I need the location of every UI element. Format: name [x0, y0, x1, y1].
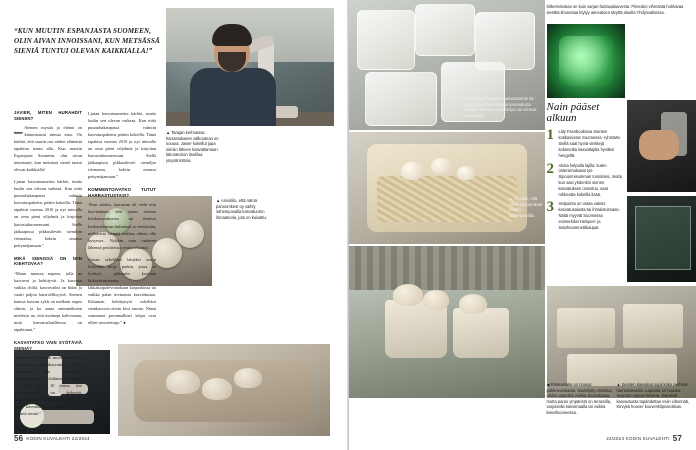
- photo-mushroom-log: [118, 344, 330, 436]
- photo-man-with-microscope: [166, 8, 334, 126]
- guide-step: [547, 129, 623, 158]
- person-torso: [190, 68, 276, 126]
- photo-bioluminescent-mushroom: [547, 24, 625, 98]
- drop-cap: –: [14, 122, 23, 142]
- mushroom-cap: [166, 370, 200, 394]
- folio-right: [606, 434, 682, 443]
- caption-anaerobic: ▲ Arvoitilo, että nämä pannumkest vaihtyy sahempovalla.: [508, 196, 543, 218]
- petri-dish: [176, 220, 204, 248]
- hand: [639, 130, 679, 160]
- pull-quote: “KUN MUUTIN ESPANJASTA SUOMEEN, OLIN AIVAN INNOISSANI, KUN METSÄSSÄ SIENIÄ TUNTUI OLEVAN KAIKKIALLA!”: [14, 27, 160, 56]
- paragraph: “Alaksi se oli usein motiivini ryhtyä kokeilemaan kotikasvutuma. Kun ajateltaan, että erimerkiksi osterivinokasan kiloähinta kaupassa voi olla jopa 10 euroa, itse kasvattaminen on järkevää. Suositteluteen kaikille kokeilemaan. Olen kasvattanut kaltomia erilaisia syöntiä sieniä.”: [14, 355, 82, 417]
- step-number: 3: [546, 199, 554, 216]
- paragraph: [14, 124, 82, 173]
- guide-title: Nain pääset alkuun: [546, 101, 600, 125]
- paragraph: “Muun muassa nopeus, jolla ne kasvavat ja kehittyvät. Ja kasvatat vaikka chiliä, kasvovaihti on hidas ja vaatii paljon kärsivällisyyttä. Sienten kanssa kasvun sykli on melkein nopea silmin, ja ka aama enimmäkseen mielessä ne, että moönepi kalevmaan, mitä kasvatusleallileosa on tapahtunut.”: [14, 270, 82, 332]
- mushroom-cluster: [459, 294, 487, 314]
- page-number-right: 57: [672, 434, 682, 443]
- spawn-bag: [415, 4, 475, 56]
- caption-petri-photo: ▲ Arvioitilo, että nämä pannumkest oy vaihty sahempovalla kasvatuumn ihmaatoola, jota on kuivattu.: [216, 198, 267, 220]
- paragraph: Aonan sekeliläni lahjäksi sestin liittyvätä tarjju purkin, jossa on lyrittyä, pikkasiin kovimat kitkavävinokansa, lakkakaipolevoinokaan kasparkinsa tai vaikka palan ritvmaista kasvialustaa. Kiltuman kehittynytä valeilikoi sienikasvoin ettein kiva sanota. Nämä sarmnaset perunnallinei lahjat ovat olleet arvostettuja.” ●: [88, 256, 156, 325]
- folio-left: [14, 434, 90, 443]
- getting-started-guide: [547, 102, 623, 234]
- mushroom-cluster: [423, 290, 449, 310]
- question-heading-1: JAVIER, MITEN HURAHDIT SIENIIN?: [14, 110, 82, 121]
- garden-fence: [349, 246, 545, 290]
- paragraph: “Kun aloitin, harrastan oli vielä niin harvinainen, että ajatus sienten kotikasvatuksesta sai ihmiset keskusteleman kulmiaan ja reettiesiän, millaisista siemitä mahtaa oikein olla kysymys. Nykään saan oudaeen lähennä pesiitteista omituoehansta.: [88, 202, 156, 250]
- page-number-left: 56: [14, 434, 24, 443]
- photo-growing-tub: [349, 132, 545, 244]
- question-heading-4: KOMMENTOIVATKO TUTUT HARRASTUSTASI?: [88, 187, 156, 199]
- photo-terrarium: [627, 196, 696, 282]
- paragraph-text: Sienten mystiä ja elämä on kiinnostanut minua aina. On kärhiä, että suurin osa niiden elämästä tapahtuu maan alla. Kun muutin Espanjasta Suomeen, olin aivan innoissani, kun metsässä sieniä tuntui olevan kaikkialla!: [14, 125, 82, 173]
- caption-tub: Kotiviljelyyn tarvitaan kasvatuserite tai -puoni, kasvihuonessa ja kasvualusta vaihtoin ilmoittuu siemnkiljun tai mineral materiaalia.: [464, 96, 537, 118]
- caption-shelf: ▲ Sienten kasvatus sopii koko perheen harrastukseksi. Lapsista on hauska seurata nopeaa kasvua. Sammali kasvuatusta tapahdettae esiin viltonntiä, Kirvykä hoover kouvenkilpivinokkas.: [616, 382, 690, 410]
- person-hair: [212, 24, 252, 46]
- petri-dish: [152, 238, 182, 268]
- substrate: [377, 176, 517, 222]
- mushroom-cluster: [393, 284, 423, 306]
- paragraph: Ljutan kasvatuameista kärhiö, mutta luulin sen olevan vaikeaa. Kun niitä puuturhakaupassa valmiin kasvatuspaketin, päätin kokeilla. Tämä tapahtui vuonna 2016 ja nyt mitoalla on oma pieni viljelmiä ja kirjoitan harrastuhuoneessani. Siellä jääkaapissa pikkusileväö siemiljm ritvmaina, kohtin omassa pettymäjansaan.”: [14, 179, 82, 248]
- grow-kit-box: [557, 308, 615, 348]
- right-page: [349, 0, 696, 450]
- folio-text-left: KODIN KUVALEHTI 22/2024: [26, 436, 90, 441]
- grow-bucket: [453, 308, 509, 358]
- paragraph: Ljutan kasvatuameista kärhiö, mutta luulin sen olevan vaikeaa. Kun niitä puuturhakaupassa valmiin kasvatuspaketin, päätin kokeilla. Tämä tapahtui vuonna 2016 ja nyt mitoalla on oma pieni viljelmiä ja kirjoitan harrastuhuoneessani. Siellä jääkaapissa pikkusileväö siemiljm ritvmaina, kohtin omassa pettymäjansaan.”: [88, 111, 156, 180]
- mushroom-cap: [234, 368, 262, 388]
- spawn-bag: [365, 72, 437, 126]
- step-number: 2: [546, 160, 554, 177]
- question-heading-3: KASVATATKO VAIN SYÖTÄVIÄ SIENIÄ?: [14, 340, 82, 351]
- photo-garden-growing: [349, 246, 545, 398]
- article-column-left: [14, 110, 82, 422]
- mushroom-pin: [431, 158, 451, 174]
- grow-kit-box: [623, 304, 683, 348]
- step-text: Liity Facebookissa Sienten kotikasvatus Suomessa -ryhmään. Siellä saat hyviä vinkkejä kokeneilta kasvattajilta hyväksi hengeltä.: [558, 129, 622, 158]
- question-heading-2: MIKÄ SIENISSÄ ON NIIN KIEHTOVAA?: [14, 255, 82, 267]
- mushroom-cap: [202, 378, 232, 400]
- glow-area: [559, 36, 613, 86]
- step-text: Helpointa on ostaa valmis kasvatusalusta-tai ihmaistoimaan. Näitä myyvät Suomessa esimerkiksi Helsperi- ja Satohuonenettikaupat.: [558, 201, 620, 230]
- step-text: Aloita helpolla lajilla: kuten osterivinokasat työ Sipoonmisumman toimitoksi, mutta kun sasi yhdenkin sienen kasvatuksen onnistuu, saat rohkeutta kokeilla lisää.: [558, 162, 622, 197]
- folio-text-right: 22/2024 KODIN KUVALEHTI: [606, 436, 670, 441]
- caption-garden: ◀ Rihmastoite on nousut puhkovoiskauta. Saviviljely onnistuu ulokoi tarpeiksi voikka terassilaosa, mutta paras ympäristö on terassilla, varjoisella kasvimaalla tai voikka kasvihuoneessa.: [546, 382, 612, 415]
- article-column-right: [88, 110, 156, 331]
- caption-bioluminescent: Kitkerivinokas on kuin sarjan fantasialuuvesta. Pimeduö vihreästä hohtavaa sienttiä ilmoestaa löytyy aimeatoen täryttä aluella Yhdysvalloissa.: [546, 4, 684, 15]
- spawn-bag: [357, 10, 415, 70]
- guide-step: [546, 160, 623, 198]
- glass-chamber: [635, 206, 691, 270]
- guide-step: [547, 201, 623, 230]
- mushroom-pin: [457, 166, 475, 180]
- photo-hand-with-jar: [627, 100, 696, 192]
- mushroom-pin: [401, 162, 423, 180]
- caption-man-photo: ▲ Tarajan kerhoassa harrastukseen valkoutnan on nouuut. Javier kokellut jopa sieniin läheen kasvattamaan laboratorion itselilua ympräristösia.: [166, 130, 219, 163]
- step-number: 1: [546, 127, 554, 144]
